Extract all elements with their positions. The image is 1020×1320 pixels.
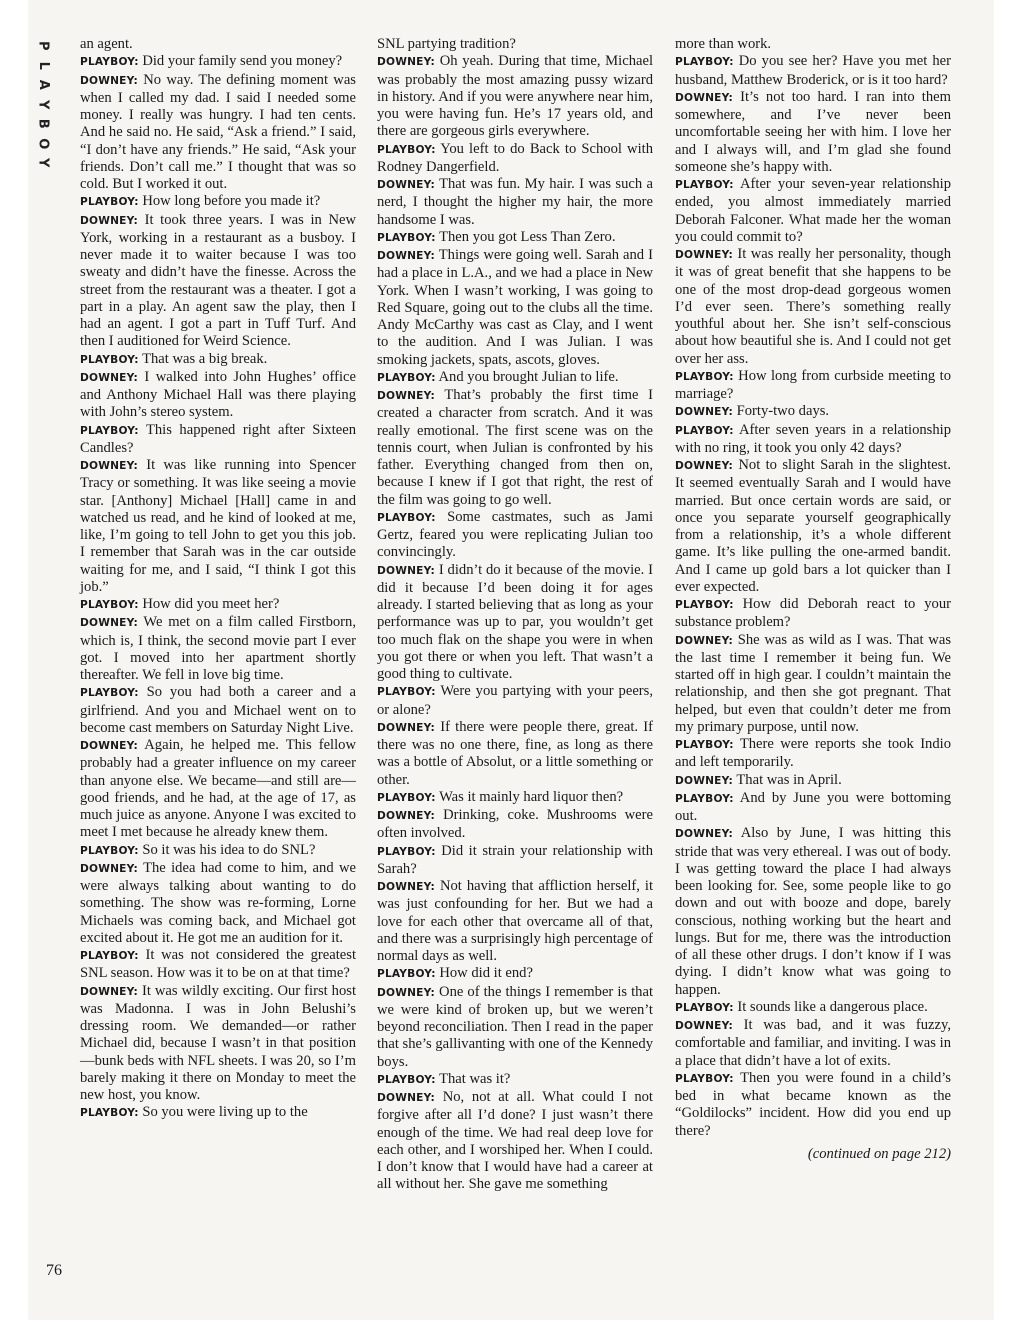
paragraph-text: It was wildly exciting. Our first host was Madonna. I was in John Belushi’s dressing room. We demanded—or rather Michael did, because I wasn’t in that position—bunk beds with NFL sheets. I was 20, so I’m barely making it there on Monday to meet the new host, you know. — [80, 982, 356, 1103]
paragraph-text: So you had both a career and a girlfriend. And you and Michael went on to become cast members on Saturday Night Live. — [80, 684, 356, 736]
speaker-label: PLAYBOY: — [675, 179, 734, 191]
interview-paragraph — [80, 457, 356, 596]
interview-paragraph — [675, 36, 951, 53]
paragraph-text: It sounds like a dangerous place. — [737, 998, 928, 1015]
interview-paragraph — [80, 212, 356, 351]
speaker-label: PLAYBOY: — [377, 143, 436, 156]
interview-paragraph — [675, 736, 951, 772]
interview-paragraph — [80, 684, 356, 737]
interview-paragraph — [675, 246, 951, 368]
paragraph-text: So you were living up to the — [142, 1104, 308, 1121]
speaker-label: DOWNEY: — [377, 986, 435, 999]
interview-paragraph — [80, 369, 356, 422]
speaker-label: PLAYBOY: — [377, 511, 436, 524]
interview-paragraph — [377, 562, 653, 684]
paragraph-text: That was a big break. — [142, 350, 268, 367]
paragraph-text: After your seven-year relationship ended, you almost immediately married Deborah Falconer. What made her the woman you could commit to? — [675, 176, 952, 245]
interview-paragraph — [80, 72, 356, 194]
paragraph-text: One of the things I remember is that we were kind of broken up, but we weren’t beyond reconciliation. Then I read in the paper that she’s gallivanting with one of the Kennedy boys. — [377, 983, 654, 1070]
speaker-label: DOWNEY: — [377, 721, 435, 734]
paragraph-text: an agent. — [80, 36, 133, 52]
interview-paragraph — [377, 53, 653, 140]
interview-paragraph — [377, 683, 653, 719]
speaker-label: DOWNEY: — [80, 740, 138, 752]
interview-paragraph — [675, 403, 951, 421]
paragraph-text: No, not at all. What could I not forgive after all I’d done? I just wasn’t there enough of the time. We had real deep love for each other, and I worshiped her. When I could. I don’t know that I would have had a career at all without her. She gave me something — [377, 1089, 653, 1193]
spine-letter: P — [35, 40, 51, 51]
paragraph-text: The idea had come to him, and we were always talking about wanting to do something. The show was re-forming, Lorne Michaels was coming back, and Michael got excited about it. He got me an audition for it. — [80, 859, 356, 946]
speaker-label: DOWNEY: — [80, 617, 138, 630]
page-number: 76 — [46, 1262, 62, 1279]
interview-paragraph — [377, 843, 653, 879]
paragraph-text: After seven years in a relationship with no ring, it took you only 42 days? — [675, 421, 952, 456]
speaker-label: DOWNEY: — [80, 371, 138, 384]
spine-letter: B — [35, 118, 51, 129]
speaker-label: DOWNEY: — [675, 1020, 733, 1032]
paragraph-text: If there were people there, great. If there was no one there, fine, as long as there was a bottle of Absolut, or a little something or other. — [377, 718, 653, 788]
paragraph-text: How did it end? — [439, 965, 533, 982]
speaker-label: DOWNEY: — [377, 564, 435, 577]
interview-paragraph — [377, 369, 653, 387]
paragraph-text: Forty-two days. — [736, 403, 830, 420]
paragraph-text: So it was his idea to do SNL? — [142, 841, 316, 858]
speaker-label: PLAYBOY: — [675, 1072, 734, 1085]
paragraph-text: Some castmates, such as Jami Gertz, feared you were replicating Julian too convincingly. — [377, 508, 653, 561]
paragraph-text: I didn’t do it because of the movie. I did it because I’d been doing it for ages already. I started believing that as long as your performance was up to par, you wouldn’t get too much flak on the shape you were in when you got there or when you left. That wasn’t a good thing to cultivate. — [377, 561, 653, 682]
interview-paragraph — [377, 36, 653, 53]
speaker-label: PLAYBOY: — [377, 968, 436, 981]
speaker-label: PLAYBOY: — [377, 791, 436, 804]
speaker-label: DOWNEY: — [377, 1092, 435, 1104]
speaker-label: DOWNEY: — [675, 774, 733, 787]
speaker-label: DOWNEY: — [80, 862, 138, 875]
paragraph-text: That was it? — [439, 1070, 511, 1087]
interview-paragraph — [80, 737, 356, 842]
paragraph-text: That’s probably the first time I created a character from scratch. And it was really emotional. The first scene was on the tennis court, when Julian is confronted by his father. Everything changed from then on, because I knew if I got that right, the rest of the film was going to go well. — [377, 387, 653, 508]
spine-title — [32, 36, 54, 173]
interview-paragraph — [80, 842, 356, 860]
paragraph-text: Also by June, I was hitting this stride that was very ethereal. I was out of body. I was getting toward the place I had always been looking for. See, some people like to go down and out with booze and dope, barely conscious, nothing working but the heart and lungs. But for me, there was the introduction of all these other drugs. I don’t know if I was dying. I didn’t know what was going to happen. — [675, 825, 951, 998]
interview-paragraph — [377, 878, 653, 965]
interview-paragraph — [377, 965, 653, 983]
paragraph-text: Drinking, coke. Mushrooms were often involved. — [377, 807, 653, 842]
interview-paragraph — [80, 947, 356, 983]
speaker-label: DOWNEY: — [377, 881, 435, 893]
interview-paragraph — [675, 772, 951, 790]
speaker-label: DOWNEY: — [675, 249, 733, 261]
speaker-label: DOWNEY: — [377, 390, 435, 402]
interview-paragraph — [377, 789, 653, 807]
speaker-label: DOWNEY: — [377, 179, 435, 191]
paragraph-text: How did Deborah react to your substance problem? — [675, 596, 951, 631]
paragraph-text: I walked into John Hughes’ office and Anthony Michael Hall was there playing with John’s stereo system. — [80, 368, 356, 421]
interview-paragraph — [80, 36, 356, 53]
paragraph-text: We met on a film called Firstborn, which is, I think, the second movie part I ever got. I moved into her apartment shortly thereafter. We fell in love big time. — [80, 614, 356, 683]
speaker-label: PLAYBOY: — [377, 231, 436, 244]
speaker-label: PLAYBOY: — [80, 1107, 139, 1120]
speaker-label: PLAYBOY: — [80, 687, 139, 700]
speaker-label: PLAYBOY: — [675, 599, 734, 611]
interview-paragraph — [675, 825, 951, 999]
paragraph-text: Were you partying with your peers, or alone? — [377, 683, 653, 718]
interview-paragraph — [675, 790, 951, 826]
paragraph-text: Not having that affliction herself, it was just confounding for her. But we had a love for each other that overcame all of that, and there was a surprisingly high percentage of normal days as well. — [377, 878, 654, 964]
speaker-label: PLAYBOY: — [377, 371, 436, 384]
paragraph-text: No way. The defining moment was when I called my dad. I said I needed some money. I really was hungry. I had ten cents. And he said no. He said, “Ask a friend.” I said, “I don’t have any friends.” He said, “Ask your friends. Don’t call me.” I thought that was so cold. But I worked it out. — [80, 71, 356, 192]
spine-letter: L — [35, 61, 51, 70]
paragraph-text: Did your family send you money? — [142, 53, 343, 70]
speaker-label: PLAYBOY: — [80, 353, 139, 366]
spine-letter: Y — [35, 99, 51, 109]
interview-paragraph — [675, 422, 951, 458]
speaker-label: PLAYBOY: — [80, 844, 139, 857]
speaker-label: PLAYBOY: — [675, 370, 734, 383]
interview-paragraph — [675, 368, 951, 404]
speaker-label: DOWNEY: — [80, 214, 138, 227]
paragraph-text: It was not considered the greatest SNL season. How was it to be on at that time? — [80, 947, 356, 982]
text-column-2 — [377, 36, 653, 1194]
interview-paragraph — [80, 193, 356, 211]
speaker-label: PLAYBOY: — [675, 739, 734, 751]
interview-paragraph — [675, 89, 951, 176]
speaker-label: DOWNEY: — [675, 406, 733, 419]
interview-paragraph — [80, 596, 356, 614]
speaker-label: PLAYBOY: — [675, 424, 734, 437]
speaker-label: PLAYBOY: — [675, 1001, 734, 1014]
interview-paragraph — [377, 509, 653, 562]
paragraph-text: How long before you made it? — [142, 193, 321, 210]
paragraph-text: Do you see her? Have you met her husband, Matthew Broderick, or is it too hard? — [675, 53, 951, 88]
speaker-label: DOWNEY: — [675, 460, 733, 472]
speaker-label: DOWNEY: — [675, 91, 733, 104]
speaker-label: PLAYBOY: — [80, 950, 139, 962]
paragraph-text: You left to do Back to School with Rodney Dangerfield. — [377, 140, 653, 175]
paragraph-text: How long from curbside meeting to marriage? — [675, 367, 952, 402]
paragraph-text: Then you were found in a child’s bed in what became known as the “Goldilocks” incident. How did you end up there? — [675, 1069, 951, 1139]
paragraph-text: And you brought Julian to life. — [438, 368, 619, 385]
interview-paragraph — [80, 1104, 356, 1122]
speaker-label: PLAYBOY: — [675, 56, 734, 69]
spine-letter: A — [35, 79, 51, 90]
paragraph-text: It’s not too hard. I ran into them somewhere, and I’ve never been uncomfortable seeing her with him. I love her and I always will, and I’m glad she found someone she’s happy with. — [675, 88, 951, 175]
speaker-label: PLAYBOY: — [377, 845, 436, 858]
paragraph-text: Again, he helped me. This fellow probably had a greater influence on my career than anyone else. We became—and still are—good friends, and he had, at the age of 17, as much juice as anyone. Anyone I was excited to meet I met because he already knew them. — [80, 737, 357, 841]
paragraph-text: It was like running into Spencer Tracy or something. It was like seeing a movie star. [Anthony] Michael [Hall] came in and watched us read, and he kind of looked at me, like, I’m going to tell John to get you this job. I remember that Sarah was in the car outside waiting for me, and I said, “I think I got this job.” — [80, 457, 356, 595]
speaker-label: PLAYBOY: — [80, 56, 139, 69]
paragraph-text: This happened right after Sixteen Candles? — [80, 421, 356, 456]
paragraph-text: That was fun. My hair. I was such a nerd, I thought the higher my hair, the more handsome I was. — [377, 176, 653, 228]
interview-paragraph — [675, 596, 951, 632]
interview-paragraph — [80, 351, 356, 369]
paragraph-text: It took three years. I was in New York, working in a restaurant as a busboy. I never made it to waiter because I was too sweaty and didn’t have the finesse. Across the street from the restaurant was a theater. I got a part in a play. An agent saw the play, then I had an agent. I got a part in Tuff Turf. And then I auditioned for Weird Science. — [80, 211, 356, 350]
speaker-label: PLAYBOY: — [80, 196, 139, 209]
interview-paragraph — [377, 229, 653, 247]
text-column-3 — [675, 36, 951, 1163]
interview-paragraph — [80, 422, 356, 458]
paragraph-text: How did you meet her? — [142, 596, 280, 612]
paragraph-text: more than work. — [675, 36, 772, 52]
speaker-label: PLAYBOY: — [80, 599, 139, 611]
interview-paragraph — [675, 999, 951, 1017]
speaker-label: DOWNEY: — [675, 634, 733, 647]
interview-paragraph — [377, 141, 653, 177]
interview-paragraph — [377, 1071, 653, 1089]
speaker-label: DOWNEY: — [377, 250, 435, 262]
interview-paragraph — [80, 53, 356, 71]
interview-paragraph — [675, 53, 951, 89]
interview-paragraph — [377, 719, 653, 789]
paragraph-text: Oh yeah. During that time, Michael was probably the most amazing pussy wizard in history. And if you were anywhere near him, you were having fun. He’s 17 years old, and there are gorgeous girls everywhere. — [377, 53, 654, 140]
paragraph-text: Did it strain your relationship with Sarah? — [377, 842, 653, 877]
interview-paragraph — [377, 176, 653, 229]
continued-note: (continued on page 212) — [807, 1145, 951, 1162]
paragraph-text: Not to slight Sarah in the slightest. It seemed eventually Sarah and I would have married. But once certain words are said, or once you separate yourself geographically from a relationship, it’s a whole different game. It’s like pulling the one-armed bandit. And I came up gold bars a lot quicker than I ever expected. — [675, 457, 951, 595]
interview-paragraph — [80, 860, 356, 947]
speaker-label: PLAYBOY: — [377, 1073, 436, 1086]
speaker-label: PLAYBOY: — [80, 424, 139, 437]
interview-paragraph — [80, 983, 356, 1105]
spine-letter: O — [35, 137, 51, 149]
text-column-1 — [80, 36, 356, 1123]
interview-paragraph — [675, 1070, 951, 1140]
interview-paragraph — [80, 614, 356, 684]
spine-letter: Y — [35, 158, 51, 168]
paragraph-text: Was it mainly hard liquor then? — [439, 788, 624, 805]
interview-paragraph — [675, 1017, 951, 1070]
paragraph-text: That was in April. — [736, 771, 842, 788]
speaker-label: DOWNEY: — [80, 985, 138, 998]
interview-paragraph — [675, 176, 951, 246]
interview-paragraph — [377, 1089, 653, 1194]
interview-paragraph — [377, 807, 653, 843]
speaker-label: DOWNEY: — [377, 810, 435, 822]
speaker-label: DOWNEY: — [675, 828, 733, 841]
speaker-label: PLAYBOY: — [377, 686, 436, 699]
speaker-label: DOWNEY: — [80, 460, 138, 472]
paragraph-text: Things were going well. Sarah and I had a place in L.A., and we had a place in New York. When I wasn’t working, I was going to Red Square, going out to the clubs all the time. Andy McCarthy was cast as Clay, and I went to the audition. And I was Julian. I was smoking jackets, spats, ascots, gloves. — [377, 247, 653, 368]
speaker-label: PLAYBOY: — [675, 792, 734, 805]
interview-paragraph — [377, 247, 653, 369]
interview-paragraph — [377, 984, 653, 1071]
interview-paragraph — [377, 387, 653, 509]
speaker-label: DOWNEY: — [377, 56, 435, 69]
paragraph-text: It was bad, and it was fuzzy, comfortable and familiar, and inviting. I was in a place that didn’t have a lot of exits. — [675, 1017, 951, 1069]
interview-paragraph — [675, 632, 951, 737]
paragraph-text: It was really her personality, though it was of great benefit that she happens to be one of the most drop-dead gorgeous women I’d ever seen. There’s something really youthful about her. She isn’t self-conscious about how beautiful she is. And I could not get over her ass. — [675, 246, 952, 367]
paragraph-text: There were reports she took Indio and left temporarily. — [675, 736, 951, 771]
paragraph-text: And by June you were bottoming out. — [675, 789, 952, 824]
paragraph-text: She was as wild as I was. That was the last time I remember it being fun. We started off in high gear. I couldn’t maintain the relationship, and then she got pregnant. That helped, but even that couldn’t deter me from my primary purpose, until now. — [675, 631, 951, 735]
paragraph-text: SNL partying tradition? — [377, 36, 516, 52]
speaker-label: DOWNEY: — [80, 74, 138, 87]
paragraph-text: Then you got Less Than Zero. — [439, 228, 616, 245]
interview-paragraph — [675, 457, 951, 596]
